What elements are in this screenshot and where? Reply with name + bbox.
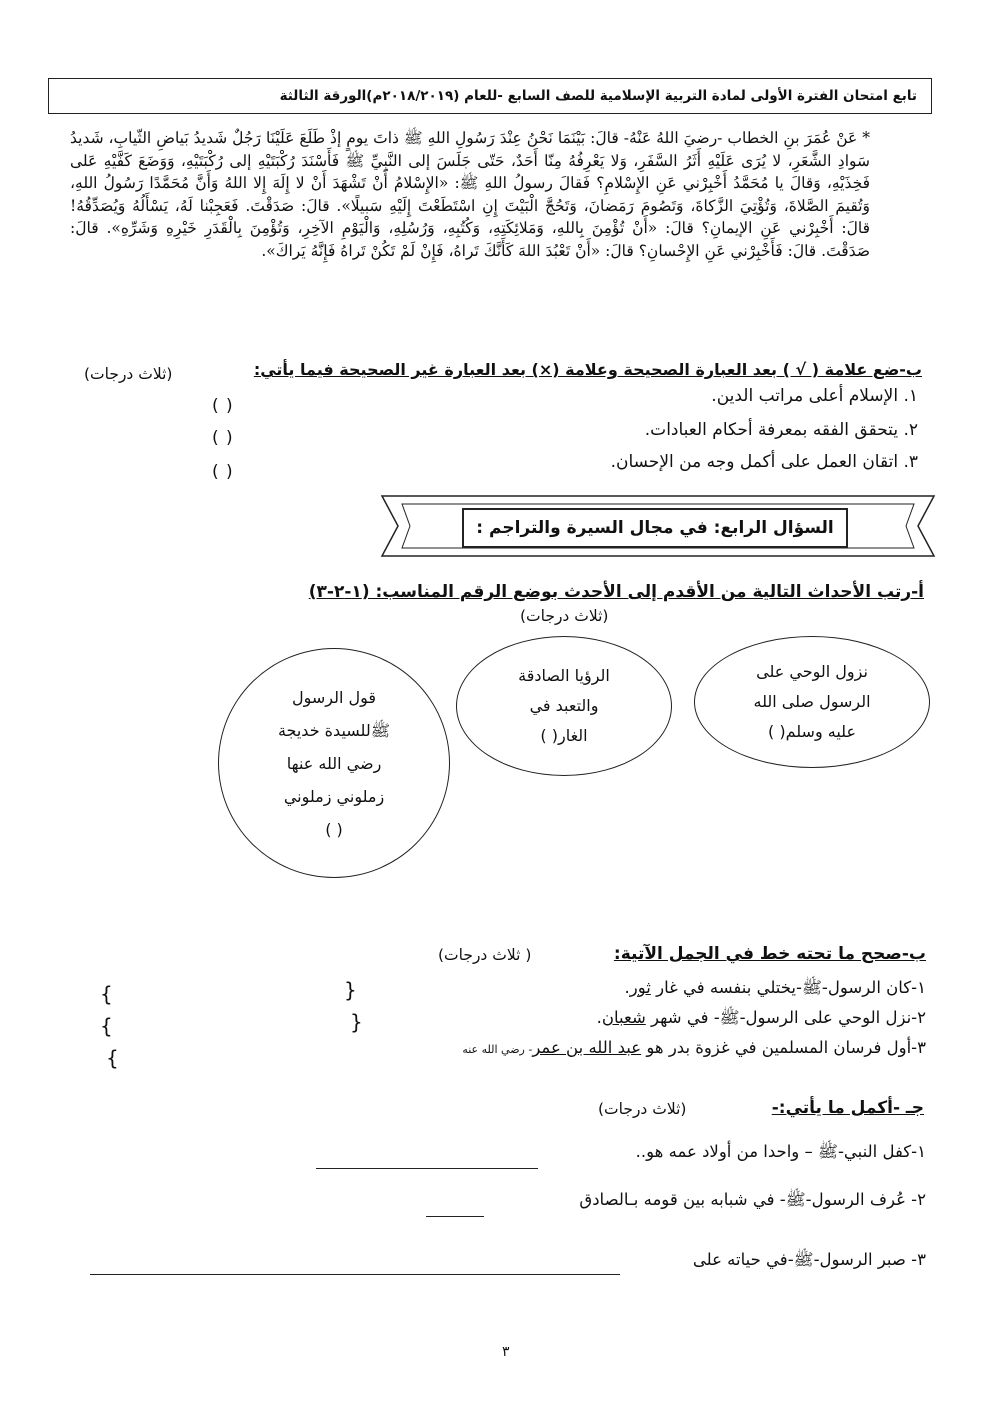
tf-item-3: ٣. اتقان العمل على أكمل وجه من الإحسان. [610,452,918,472]
hadith-paragraph: * عَنْ عُمَرَ بنِ الخطاب -رضيَ اللهُ عَنْهُ- قالَ: بَيْنَمَا نَحْنُ عِنْدَ رَسُولِ اللهِ ﷺ ذاتَ يومٍ إذْ طَلَعَ عَلَيْنَا رَجُلٌ شَديدُ بَياضِ الثّيابِ، شَديدُ سَوادِ الشَّعَرِ، لا يُرَى عَلَيْهِ أَثَرُ السَّفَرِ، وَلا يَعْرِفُهُ مِنّا أَحَدٌ، حَتّى جَلَسَ إلى النَّبِيِّ ﷺ فَأَسْنَدَ رُكْبَتَيْهِ إلى رُكْبَتَيْهِ، وَوَضَعَ كَفَّيْهِ عَلى فَخِذَيْهِ، وَقالَ يا مُحَمَّدُ أَخْبِرْني عَنِ الإِسْلامِ؟ فَقالَ رسولُ اللهِ ﷺ: «الإِسْلامُ أَنْ تَشْهَدَ أَنْ لا إِلَهَ إِلا اللهُ وَأَنَّ مُحَمَّدًا رَسُولُ اللهِ، وَتُقيمَ الصَّلاةَ، وَتُؤْتِيَ الزَّكاةَ، وَتَصُومَ رَمَضانَ، وَتَحُجَّ الْبَيْتَ إِنِ اسْتَطَعْتَ إِلَيْهِ سَبيلًا». قالَ: صَدَقْتَ. فَعَجِبْنا لَهُ، يَسْأَلُهُ وَيُصَدِّقُهُ! قالَ: أَخْبِرْني عَنِ الإيمانِ؟ قالَ: «أَنْ تُؤْمِنَ بِاللهِ، وَمَلائِكَتِهِ، وَكُتُبِهِ، وَرُسُلِهِ، وَالْيَوْمِ الآخِرِ، وَتُؤْمِنَ بِالْقَدَرِ خَيْرِهِ وَشَرِّهِ». قالَ: صَدَقْتَ. قالَ: فَأَخْبِرْني عَنِ الإِحْسانِ؟ قالَ: «أَنْ تَعْبُدَ اللهَ كَأَنَّكَ تَراهُ، فَإِنْ لَمْ تَكُنْ تَراهُ فَإِنَّهُ يَراكَ». [70,129,870,260]
page-number: ٣ [502,1344,510,1360]
tf-grade: (ثلاث درجات) [84,365,173,383]
correct-item-3-suffix: - رضي الله عنه [462,1043,533,1056]
correct-2-brace-open: { [350,1010,363,1034]
complete-item-3: ٣- صبر الرسول-ﷺ-في حياته على [692,1250,926,1269]
order-heading: أ-رتب الأحداث التالية من الأقدم إلى الأحدث بوضع الرقم المناسب: (١-٢-٣) [308,582,924,602]
correct-item-3 [462,1038,926,1057]
event-3-line-2: ﷺللسيدة خديجة [277,720,391,740]
tf-heading: ب-ضع علامة ( √ ) بعد العبارة الصحيحة وعلامة (×) بعد العبارة غير الصحيحة فيما يأتي: [253,360,922,379]
event-3-line-1: قول الرسول [291,687,377,707]
event-circle-3 [218,648,450,878]
correct-heading: ب-صحح ما تحته خط في الجمل الآتية: [613,944,926,964]
correct-2-brace-close: } [100,1014,113,1038]
correct-item-2 [597,1008,926,1032]
complete-blank-3[interactable] [90,1274,620,1275]
correct-item-1 [625,978,926,1002]
event-1-line-3[interactable]: عليه وسلم( ) [768,722,856,741]
correct-item-3-underlined: عبد الله بن عمر [532,1038,642,1057]
complete-item-2: ٢- عُرف الرسول-ﷺ- في شبابه بين قومه بـالصادق [579,1190,926,1209]
event-2-line-2: والتعبد في [529,696,599,715]
tf-item-1: ١. الإسلام أعلى مراتب الدين. [711,386,918,406]
event-1-line-1: نزول الوحي على [756,662,868,681]
complete-item-1: ١-كفل النبي-ﷺ – واحدا من أولاد عمه هو.. [635,1142,926,1161]
tf-item-2: ٢. يتحقق الفقه بمعرفة أحكام العبادات. [644,420,918,440]
complete-heading: جـ -أكمل ما يأتي:- [771,1098,924,1118]
correct-item-1-suffix: . [624,978,630,997]
correct-1-brace-open: { [344,978,357,1002]
correct-item-2-underlined: شعبان [601,1008,646,1027]
event-1-line-2: الرسول صلى الله [753,692,871,711]
correct-1-answer-field[interactable] [116,986,338,1008]
tf-answer-1[interactable]: ( ) [212,396,234,416]
complete-blank-1[interactable] [316,1168,538,1169]
event-circle-1 [694,636,930,768]
event-2-line-3[interactable]: الغار( ) [540,726,588,745]
correct-grade: ( ثلاث درجات) [438,946,532,964]
event-circle-2 [456,636,672,776]
correct-3-answer-field[interactable] [120,1046,320,1068]
correct-2-answer-field[interactable] [116,1016,344,1038]
correct-item-3-prefix: ٣-أول فرسان المسلمين في غزوة بدر هو [641,1038,926,1057]
tf-answer-2[interactable]: ( ) [212,428,234,448]
complete-grade: (ثلاث درجات) [598,1100,687,1118]
exam-header-title: تابع امتحان الفترة الأولى لمادة التربية الإسلامية للصف السابع -للعام (٢٠١٨/٢٠١٩م)الورقة الثالثة [279,88,917,104]
correct-1-brace-close: } [100,982,113,1006]
event-2-line-1: الرؤيا الصادقة [518,666,610,685]
tf-answer-3[interactable]: ( ) [212,462,234,482]
correct-item-2-prefix: ٢-نزل الوحي على الرسول-ﷺ- في شهر [645,1008,926,1027]
exam-header [48,78,932,114]
correct-item-2-suffix: . [596,1008,602,1027]
event-3-line-3: رضي الله عنها [286,753,382,773]
q4-title: السؤال الرابع: في مجال السيرة والتراجم : [462,508,848,548]
correct-item-1-underlined: ثور [629,978,651,997]
correct-item-1-prefix: ١-كان الرسول-ﷺ-يختلي بنفسه في غار [650,978,926,997]
event-3-answer[interactable]: ( ) [325,819,343,839]
complete-blank-2[interactable] [426,1216,484,1217]
event-3-line-4: زملوني زملوني [283,786,385,806]
correct-3-brace-close: } [106,1046,119,1070]
order-grade: (ثلاث درجات) [520,607,609,625]
